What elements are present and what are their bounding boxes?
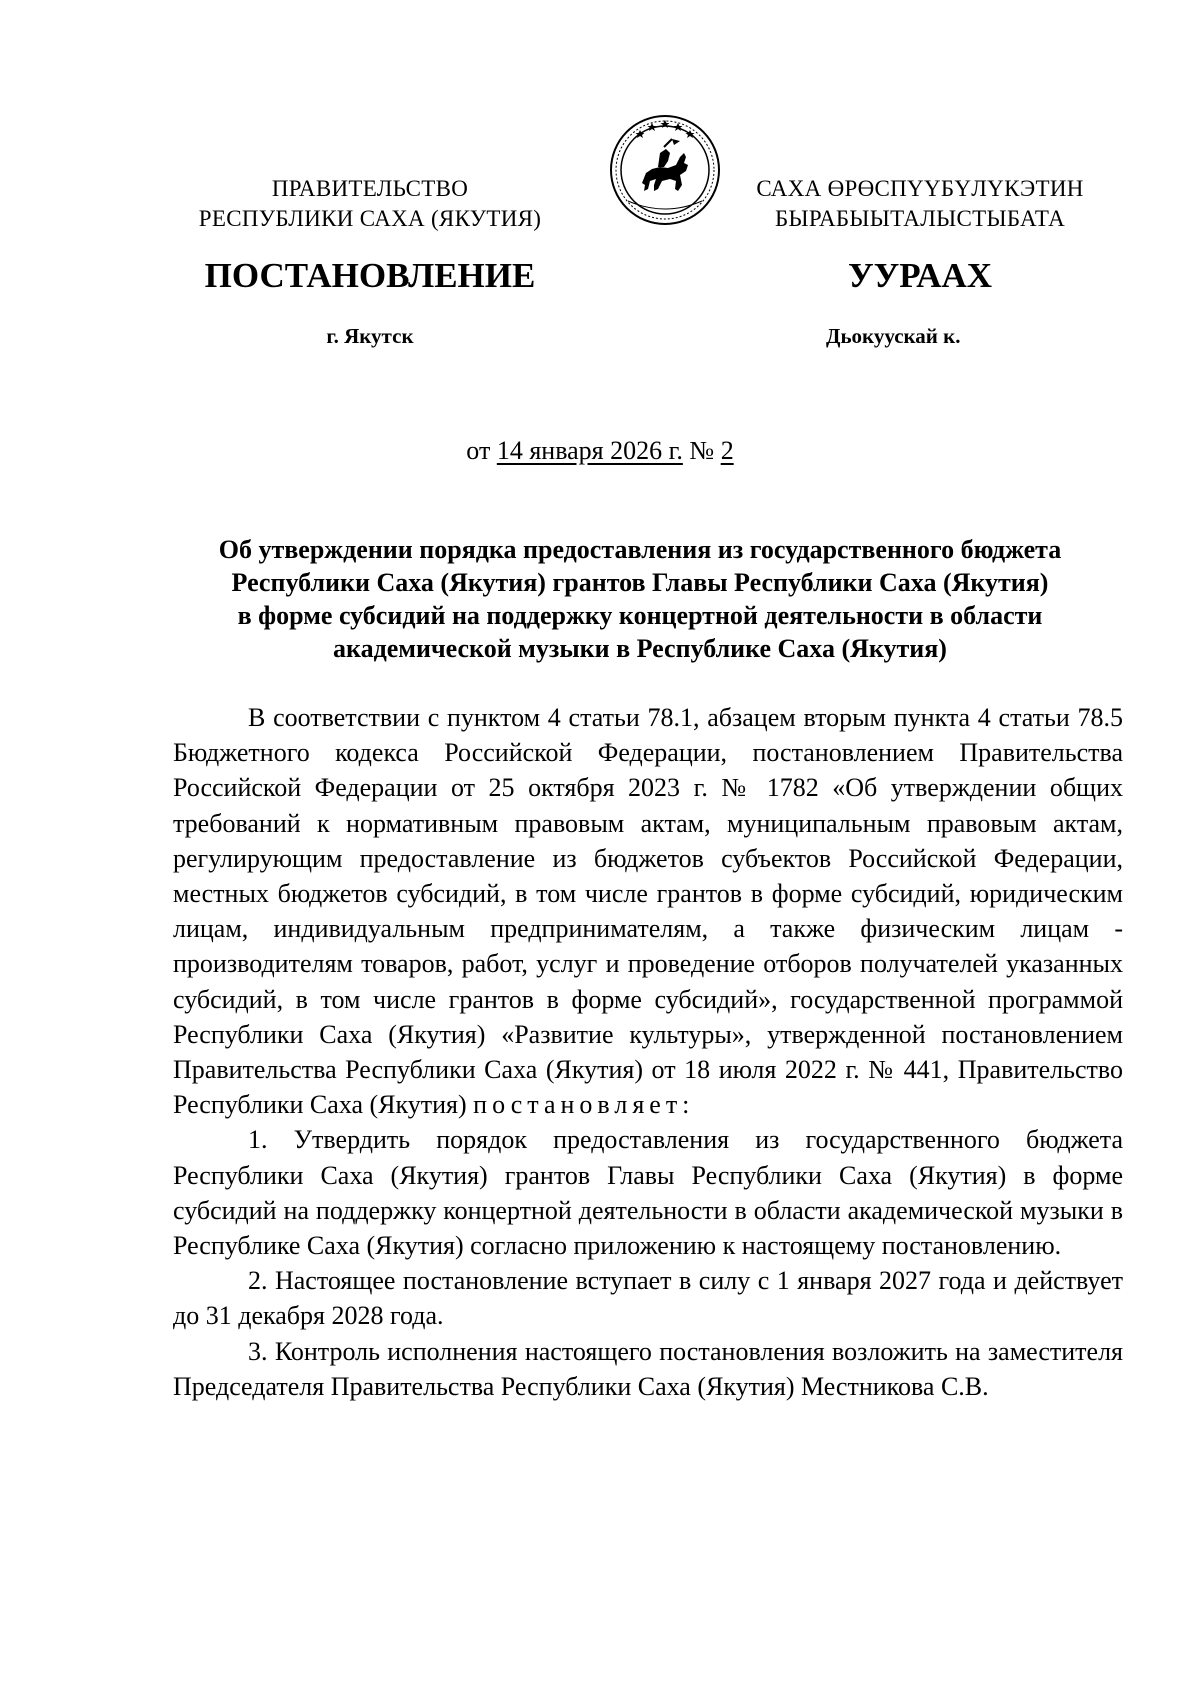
document-date: 14 января 2026 г. <box>496 436 683 465</box>
date-number-line <box>0 436 1200 466</box>
city-ru: г. Якутск <box>326 324 414 348</box>
title-line: академической музыки в Республике Саха (Якутия) <box>333 634 947 663</box>
number-prefix: № <box>689 436 715 465</box>
title-line: в форме субсидий на поддержку концертной деятельности в области <box>237 601 1043 630</box>
title-line: Республики Саха (Якутия) грантов Главы Республики Саха (Якутия) <box>231 568 1049 597</box>
header-right-line1: САХА ӨРӨСПҮҮБҮЛҮКЭТИН <box>756 176 1084 201</box>
city-sakha: Дьокуускай к. <box>826 324 961 348</box>
preamble-text: В соответствии с пунктом 4 статьи 78.1, абзацем вторым пункта 4 статьи 78.5 Бюджетного кодекса Российской Федерации, постановлением Правительства Российской Федерации от 25 октября 2023 г. № 1782 «Об утверждении общих требований к нормативным правовым актам, муниципальным правовым актам, регулирующим предоставление из бюджетов субъектов Российской Федерации, местных бюджетов субсидий, в том числе грантов в форме субсидий, юридическим лицам, индивидуальным предпринимателям, а также физическим лицам - производителям товаров, работ, услуг и проведение отборов получателей указанных субсидий, в том числе грантов в форме субсидий», государственной программой Республики Саха (Якутия) «Развитие культуры», утвержденной постановлением Правительства Республики Саха (Якутия) от 18 июля 2022 г. № 441, Правительство Республики Саха (Якутия) <box>173 703 1123 1120</box>
clause-3: 3. Контроль исполнения настоящего постановления возложить на заместителя Председателя Правительства Республики Саха (Якутия) Местникова С.В. <box>173 1336 1123 1401</box>
doc-type-ru: ПОСТАНОВЛЕНИЕ <box>204 256 536 295</box>
document-title <box>160 533 1120 665</box>
document-number: 2 <box>720 436 734 465</box>
header-government-ru <box>180 174 560 234</box>
clause-2: 2. Настоящее постановление вступает в силу с 1 января 2027 года и действует до 31 декабря 2028 года. <box>173 1266 1123 1331</box>
doc-type-sakha: УУРААХ <box>847 256 993 295</box>
clause-1: 1. Утвердить порядок предоставления из государственного бюджета Республики Саха (Якутия) грантов Главы Республики Саха (Якутия) в форме субсидий на поддержку концертной деятельности в области академической музыки в Республике Саха (Якутия) согласно приложению к настоящему постановлению. <box>173 1125 1123 1261</box>
header-left-line1: ПРАВИТЕЛЬСТВО <box>271 176 469 201</box>
header-government-sakha <box>730 174 1110 234</box>
decree-word: постановляет: <box>473 1090 695 1120</box>
document-body <box>173 700 1123 1404</box>
title-line: Об утверждении порядка предоставления из государственного бюджета <box>218 535 1062 564</box>
emblem-icon <box>608 113 722 227</box>
header-left-line2: РЕСПУБЛИКИ САХА (ЯКУТИЯ) <box>198 206 542 231</box>
date-prefix: от <box>466 436 491 465</box>
header-right-line2: БЫРАБЫЫТАЛЫСТЫБАТА <box>774 206 1066 231</box>
preamble-paragraph <box>173 700 1123 1122</box>
